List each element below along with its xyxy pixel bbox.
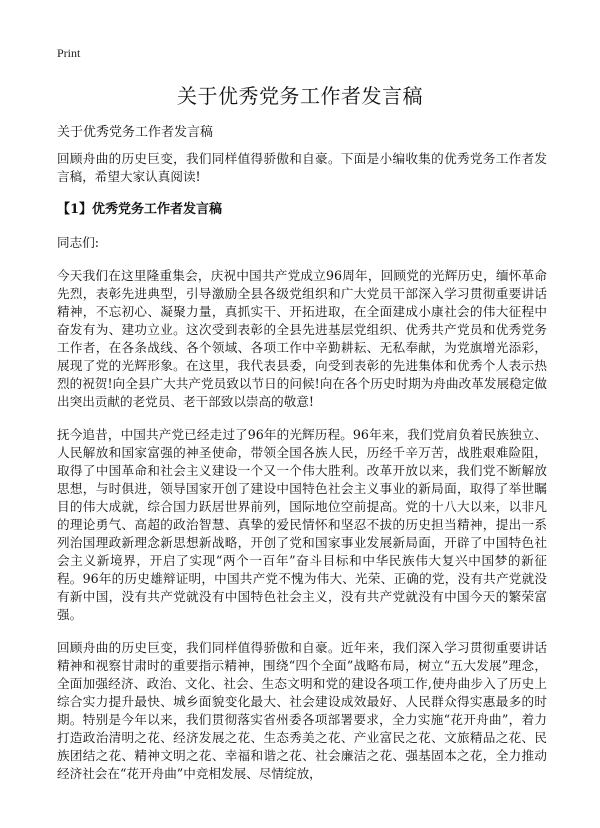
section-heading: 【1】优秀党务工作者发言稿 <box>57 202 223 217</box>
intro-paragraph: 回顾舟曲的历史巨变，我们同样值得骄傲和自豪。下面是小编收集的优秀党务工作者发言稿，希望大家认真阅读! <box>57 151 547 184</box>
document-body <box>57 150 547 798</box>
salutation: 同志们: <box>57 235 100 250</box>
body-paragraph-2: 抚今追昔，中国共产党已经走过了96年的光辉历程。96年来，我们党肩负着民族独立、人民解放和国家富强的神圣使命，带领全国各族人民，历经千辛万苦，战胜艰难险阻，取得了中国革命和社会主义建设一个又一个伟大胜利。改革开放以来，我们党不断解放思想，与时俱进，领导国家开创了建设中国特色社会主义事业的新局面，取得了举世瞩目的伟大成就，综合国力跃居世界前列，国际地位空前提高。党的十八大以来，以非凡的理论勇气、高超的政治智慧、真挚的爱民情怀和坚忍不拔的历史担当精神，提出一系列治国理政新理念新思想新战略，开创了党和国家事业发展新局面，开辟了中国特色社会主义新境界，开启了实现“两个一百年”奋斗目标和中华民族伟大复兴中国梦的新征程。96年的历史雄辩证明，中国共产党不愧为伟大、光荣、正确的党，没有共产党就没有新中国，没有共产党就没有中国特色社会主义，没有共产党就没有中国今天的繁荣富强。 <box>57 427 547 622</box>
body-paragraph-3: 回顾舟曲的历史巨变，我们同样值得骄傲和自豪。近年来，我们深入学习贯彻重要讲话精神和视察甘肃时的重要指示精神，围绕“四个全面”战略布局，树立“五大发展”理念，全面加强经济、政治、文化、社会、生态文明和党的建设各项工作,使舟曲步入了历史上综合实力提升最快、城乡面貌变化最大、社会建设成效最好、人民群众得实惠最多的时期。特别是今年以来，我们贯彻落实省州委各项部署要求，全力实施“花开舟曲”，着力打造政治清明之花、经济发展之花、生态秀美之花、产业富民之花、文旅精品之花、民族团结之花、精神文明之花、幸福和谐之花、社会廉洁之花、强基固本之花，全力推动经济社会在“花开舟曲”中竞相发展、尽情绽放， <box>57 640 547 781</box>
document-subtitle: 关于优秀党务工作者发言稿 <box>57 125 214 140</box>
document-title: 关于优秀党务工作者发言稿 <box>177 84 423 108</box>
body-paragraph-1: 今天我们在这里隆重集会，庆祝中国共产党成立96周年，回顾党的光辉历史，缅怀革命先烈，表彰先进典型，引导激励全县各级党组织和广大党员干部深入学习贯彻重要讲话精神，不忘初心、凝聚力量，真抓实干、开拓进取，在全面建成小康社会的伟大征程中奋发有为、建功立业。这次受到表彰的全县先进基层党组织、优秀共产党员和优秀党务工作者，在各条战线、各个领域、各项工作中辛勤耕耘、无私奉献，为党旗增光添彩，展现了党的光辉形象。在这里，我代表县委，向受到表彰的先进集体和优秀个人表示热烈的祝贺!向全县广大共产党员致以节日的问候!向在各个历史时期为舟曲改革发展稳定做出突出贡献的老党员、老干部致以崇高的敬意! <box>57 268 547 409</box>
print-link[interactable]: Print <box>57 46 81 60</box>
